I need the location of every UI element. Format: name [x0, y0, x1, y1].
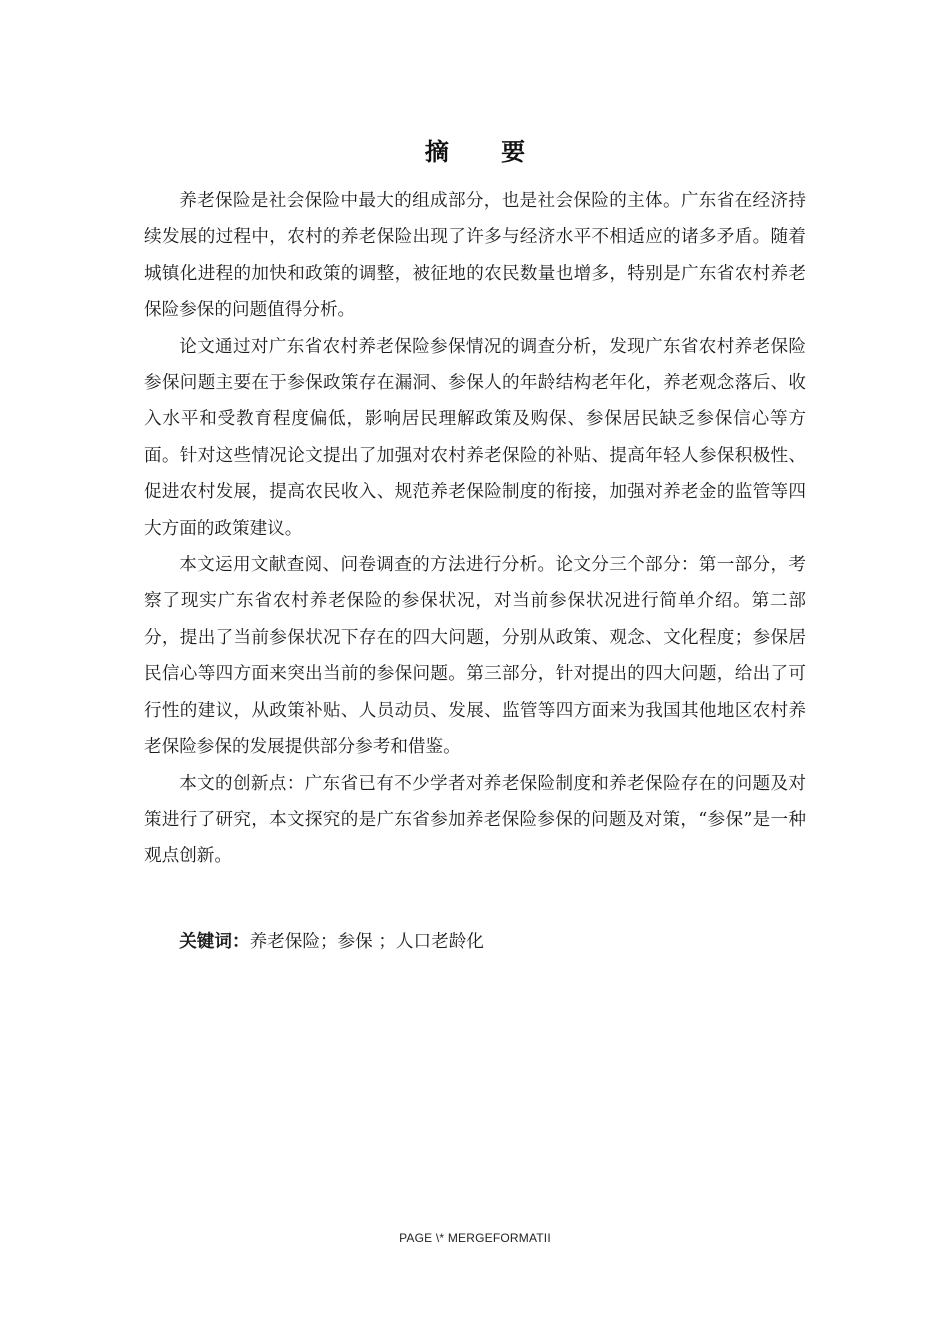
abstract-body	[144, 183, 806, 875]
page-footer-field: PAGE \* MERGEFORMATII	[399, 1231, 551, 1245]
abstract-title: 摘 要	[424, 138, 548, 166]
abstract-paragraph-1: 养老保险是社会保险中最大的组成部分，也是社会保险的主体。广东省在经济持续发展的过程中，农村的养老保险出现了许多与经济水平不相适应的诸多矛盾。随着城镇化进程的加快和政策的调整，被征地的农民数量也增多，特别是广东省农村养老保险参保的问题值得分析。	[144, 191, 806, 321]
keywords-label: 关键词：	[179, 932, 250, 952]
abstract-paragraph-3: 本文运用文献查阅、问卷调查的方法进行分析。论文分三个部分：第一部分，考察了现实广东省农村养老保险的参保状况，对当前参保状况进行简单介绍。第二部分，提出了当前参保状况下存在的四大问题，分别从政策、观念、文化程度；参保居民信心等四方面来突出当前的参保问题。第三部分，针对提出的四大问题，给出了可行性的建议，从政策补贴、人员动员、发展、监管等四方面来为我国其他地区农村养老保险参保的发展提供部分参考和借鉴。	[144, 555, 806, 758]
keywords-line	[144, 924, 806, 960]
abstract-paragraph-2: 论文通过对广东省农村养老保险参保情况的调查分析，发现广东省农村养老保险参保问题主要在于参保政策存在漏洞、参保人的年龄结构老年化，养老观念落后、收入水平和受教育程度偏低，影响居民理解政策及购保、参保居民缺乏参保信心等方面。针对这些情况论文提出了加强对农村养老保险的补贴、提高年轻人参保积极性、促进农村发展，提高农民收入、规范养老保险制度的衔接，加强对养老金的监管等四大方面的政策建议。	[144, 336, 806, 539]
abstract-paragraph-4: 本文的创新点：广东省已有不少学者对养老保险制度和养老保险存在的问题及对策进行了研究，本文探究的是广东省参加养老保险参保的问题及对策，“参保”是一种观点创新。	[144, 773, 806, 867]
keywords-value: 养老保险；参保 ；人口老龄化	[249, 932, 484, 952]
